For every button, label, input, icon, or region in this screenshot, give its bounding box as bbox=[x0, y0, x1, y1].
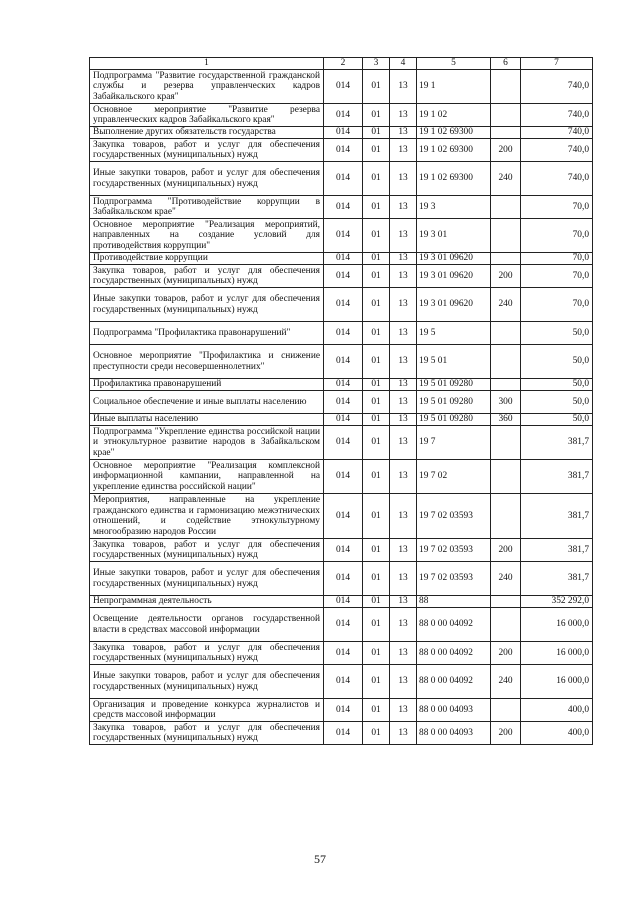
row-name-cell: Подпрограмма "Развитие государственной гражданской службы и резерва управленческих кадров Забайкальского края" bbox=[90, 70, 324, 104]
table-body bbox=[90, 70, 593, 745]
row-amount: 381,7 bbox=[521, 539, 593, 562]
row-expense-type: 200 bbox=[491, 722, 521, 745]
row-section-code: 01 bbox=[363, 722, 390, 745]
row-amount: 740,0 bbox=[521, 127, 593, 139]
row-amount: 16 000,0 bbox=[521, 665, 593, 699]
row-section-code: 01 bbox=[363, 219, 390, 253]
row-expense-type: 240 bbox=[491, 562, 521, 596]
row-target-article: 19 5 01 09280 bbox=[417, 379, 491, 391]
header-col-3: 3 bbox=[363, 58, 390, 70]
row-expense-type bbox=[491, 104, 521, 127]
row-amount: 70,0 bbox=[521, 219, 593, 253]
row-expense-type bbox=[491, 494, 521, 539]
row-target-article: 19 3 bbox=[417, 196, 491, 219]
row-section-code: 01 bbox=[363, 596, 390, 608]
row-amount: 400,0 bbox=[521, 699, 593, 722]
row-admin-code: 014 bbox=[324, 219, 363, 253]
table-row bbox=[90, 265, 593, 288]
row-subsection-code: 13 bbox=[390, 253, 417, 265]
row-name-cell: Закупка товаров, работ и услуг для обеспечения государственных (муниципальных) нужд bbox=[90, 642, 324, 665]
header-col-5: 5 bbox=[417, 58, 491, 70]
row-section-code: 01 bbox=[363, 265, 390, 288]
row-target-article: 19 3 01 09620 bbox=[417, 253, 491, 265]
row-expense-type: 300 bbox=[491, 391, 521, 414]
row-admin-code: 014 bbox=[324, 288, 363, 322]
table-row bbox=[90, 665, 593, 699]
row-admin-code: 014 bbox=[324, 345, 363, 379]
row-target-article: 19 7 02 03593 bbox=[417, 539, 491, 562]
row-name-cell: Выполнение других обязательств государства bbox=[90, 127, 324, 139]
row-section-code: 01 bbox=[363, 139, 390, 162]
row-amount: 70,0 bbox=[521, 196, 593, 219]
header-row bbox=[90, 58, 593, 70]
row-target-article: 19 1 02 69300 bbox=[417, 139, 491, 162]
row-target-article: 19 1 02 69300 bbox=[417, 127, 491, 139]
table-row bbox=[90, 414, 593, 426]
row-name-cell: Непрограммная деятельность bbox=[90, 596, 324, 608]
row-subsection-code: 13 bbox=[390, 539, 417, 562]
row-target-article: 88 0 00 04092 bbox=[417, 608, 491, 642]
row-admin-code: 014 bbox=[324, 608, 363, 642]
table-row bbox=[90, 391, 593, 414]
table-row bbox=[90, 104, 593, 127]
row-admin-code: 014 bbox=[324, 414, 363, 426]
row-name-cell: Закупка товаров, работ и услуг для обеспечения государственных (муниципальных) нужд bbox=[90, 722, 324, 745]
row-expense-type bbox=[491, 322, 521, 345]
table-row bbox=[90, 139, 593, 162]
table-row bbox=[90, 562, 593, 596]
row-target-article: 19 7 02 bbox=[417, 460, 491, 494]
row-amount: 352 292,0 bbox=[521, 596, 593, 608]
header-col-2: 2 bbox=[324, 58, 363, 70]
table-row bbox=[90, 127, 593, 139]
row-admin-code: 014 bbox=[324, 139, 363, 162]
table-row bbox=[90, 722, 593, 745]
row-amount: 381,7 bbox=[521, 494, 593, 539]
table-row bbox=[90, 494, 593, 539]
row-section-code: 01 bbox=[363, 104, 390, 127]
row-expense-type: 200 bbox=[491, 539, 521, 562]
row-subsection-code: 13 bbox=[390, 196, 417, 219]
row-amount: 381,7 bbox=[521, 426, 593, 460]
row-target-article: 19 3 01 09620 bbox=[417, 288, 491, 322]
row-admin-code: 014 bbox=[324, 70, 363, 104]
row-amount: 70,0 bbox=[521, 288, 593, 322]
row-subsection-code: 13 bbox=[390, 127, 417, 139]
row-expense-type bbox=[491, 196, 521, 219]
row-subsection-code: 13 bbox=[390, 162, 417, 196]
row-admin-code: 014 bbox=[324, 127, 363, 139]
table-row bbox=[90, 699, 593, 722]
row-name-cell: Закупка товаров, работ и услуг для обеспечения государственных (муниципальных) нужд bbox=[90, 265, 324, 288]
row-amount: 16 000,0 bbox=[521, 608, 593, 642]
row-section-code: 01 bbox=[363, 196, 390, 219]
row-expense-type: 240 bbox=[491, 665, 521, 699]
row-target-article: 19 7 02 03593 bbox=[417, 494, 491, 539]
row-admin-code: 014 bbox=[324, 596, 363, 608]
header-col-1: 1 bbox=[90, 58, 324, 70]
row-admin-code: 014 bbox=[324, 665, 363, 699]
row-section-code: 01 bbox=[363, 391, 390, 414]
row-name-cell: Иные закупки товаров, работ и услуг для обеспечения государственных (муниципальных) нужд bbox=[90, 562, 324, 596]
header-col-7: 7 bbox=[521, 58, 593, 70]
row-subsection-code: 13 bbox=[390, 665, 417, 699]
row-expense-type bbox=[491, 699, 521, 722]
row-amount: 70,0 bbox=[521, 253, 593, 265]
row-target-article: 19 5 bbox=[417, 322, 491, 345]
table-row bbox=[90, 288, 593, 322]
row-subsection-code: 13 bbox=[390, 139, 417, 162]
table-row bbox=[90, 196, 593, 219]
row-name-cell: Противодействие коррупции bbox=[90, 253, 324, 265]
table-row bbox=[90, 608, 593, 642]
row-target-article: 19 3 01 bbox=[417, 219, 491, 253]
row-admin-code: 014 bbox=[324, 494, 363, 539]
row-section-code: 01 bbox=[363, 642, 390, 665]
row-subsection-code: 13 bbox=[390, 379, 417, 391]
row-name-cell: Подпрограмма "Противодействие коррупции в Забайкальском крае" bbox=[90, 196, 324, 219]
row-section-code: 01 bbox=[363, 162, 390, 196]
row-section-code: 01 bbox=[363, 460, 390, 494]
row-subsection-code: 13 bbox=[390, 596, 417, 608]
row-subsection-code: 13 bbox=[390, 414, 417, 426]
row-name-cell: Основное мероприятие "Реализация комплексной информационной кампании, направленной на укрепление единства российской нации" bbox=[90, 460, 324, 494]
row-expense-type bbox=[491, 219, 521, 253]
row-target-article: 88 bbox=[417, 596, 491, 608]
row-name-cell: Закупка товаров, работ и услуг для обеспечения государственных (муниципальных) нужд bbox=[90, 139, 324, 162]
table-row bbox=[90, 162, 593, 196]
row-target-article: 88 0 00 04092 bbox=[417, 665, 491, 699]
row-admin-code: 014 bbox=[324, 699, 363, 722]
row-amount: 740,0 bbox=[521, 139, 593, 162]
budget-table bbox=[89, 57, 593, 745]
row-admin-code: 014 bbox=[324, 253, 363, 265]
row-section-code: 01 bbox=[363, 665, 390, 699]
row-section-code: 01 bbox=[363, 414, 390, 426]
row-subsection-code: 13 bbox=[390, 265, 417, 288]
row-subsection-code: 13 bbox=[390, 70, 417, 104]
row-amount: 50,0 bbox=[521, 379, 593, 391]
row-section-code: 01 bbox=[363, 127, 390, 139]
row-section-code: 01 bbox=[363, 379, 390, 391]
row-expense-type bbox=[491, 596, 521, 608]
row-name-cell: Закупка товаров, работ и услуг для обеспечения государственных (муниципальных) нужд bbox=[90, 539, 324, 562]
row-admin-code: 014 bbox=[324, 642, 363, 665]
row-amount: 740,0 bbox=[521, 70, 593, 104]
row-target-article: 19 5 01 09280 bbox=[417, 391, 491, 414]
row-target-article: 88 0 00 04093 bbox=[417, 722, 491, 745]
row-expense-type: 200 bbox=[491, 642, 521, 665]
row-amount: 70,0 bbox=[521, 265, 593, 288]
row-name-cell: Иные закупки товаров, работ и услуг для обеспечения государственных (муниципальных) нужд bbox=[90, 665, 324, 699]
row-target-article: 19 5 01 09280 bbox=[417, 414, 491, 426]
row-subsection-code: 13 bbox=[390, 219, 417, 253]
row-subsection-code: 13 bbox=[390, 322, 417, 345]
row-amount: 381,7 bbox=[521, 562, 593, 596]
row-admin-code: 014 bbox=[324, 562, 363, 596]
row-admin-code: 014 bbox=[324, 391, 363, 414]
row-admin-code: 014 bbox=[324, 426, 363, 460]
row-expense-type: 240 bbox=[491, 288, 521, 322]
row-admin-code: 014 bbox=[324, 539, 363, 562]
row-section-code: 01 bbox=[363, 608, 390, 642]
row-admin-code: 014 bbox=[324, 379, 363, 391]
row-admin-code: 014 bbox=[324, 162, 363, 196]
row-subsection-code: 13 bbox=[390, 345, 417, 379]
row-section-code: 01 bbox=[363, 562, 390, 596]
row-expense-type bbox=[491, 379, 521, 391]
row-admin-code: 014 bbox=[324, 460, 363, 494]
row-amount: 381,7 bbox=[521, 460, 593, 494]
row-expense-type: 360 bbox=[491, 414, 521, 426]
row-section-code: 01 bbox=[363, 322, 390, 345]
row-amount: 50,0 bbox=[521, 391, 593, 414]
table-row bbox=[90, 70, 593, 104]
row-subsection-code: 13 bbox=[390, 288, 417, 322]
row-section-code: 01 bbox=[363, 426, 390, 460]
row-target-article: 19 3 01 09620 bbox=[417, 265, 491, 288]
row-expense-type bbox=[491, 460, 521, 494]
row-subsection-code: 13 bbox=[390, 699, 417, 722]
row-subsection-code: 13 bbox=[390, 608, 417, 642]
table-row bbox=[90, 322, 593, 345]
row-amount: 16 000,0 bbox=[521, 642, 593, 665]
row-name-cell: Подпрограмма "Укрепление единства российской нации и этнокультурное развитие народов в Забайкальском крае" bbox=[90, 426, 324, 460]
row-expense-type bbox=[491, 127, 521, 139]
row-name-cell: Основное мероприятие "Развитие резерва управленческих кадров Забайкальского края" bbox=[90, 104, 324, 127]
row-target-article: 88 0 00 04093 bbox=[417, 699, 491, 722]
row-name-cell: Иные закупки товаров, работ и услуг для обеспечения государственных (муниципальных) нужд bbox=[90, 162, 324, 196]
table-row bbox=[90, 219, 593, 253]
row-subsection-code: 13 bbox=[390, 460, 417, 494]
table-row bbox=[90, 596, 593, 608]
row-section-code: 01 bbox=[363, 70, 390, 104]
row-expense-type: 200 bbox=[491, 265, 521, 288]
row-expense-type bbox=[491, 426, 521, 460]
table-row bbox=[90, 539, 593, 562]
row-expense-type bbox=[491, 70, 521, 104]
row-name-cell: Иные выплаты населению bbox=[90, 414, 324, 426]
row-name-cell: Социальное обеспечение и иные выплаты населению bbox=[90, 391, 324, 414]
table-row bbox=[90, 345, 593, 379]
row-section-code: 01 bbox=[363, 699, 390, 722]
row-name-cell: Основное мероприятие "Реализация мероприятий, направленных на создание условий для противодействия коррупции" bbox=[90, 219, 324, 253]
row-name-cell: Мероприятия, направленные на укрепление гражданского единства и гармонизацию межэтнических отношений, и содействие этнокультурному многообразию народов России bbox=[90, 494, 324, 539]
row-target-article: 19 1 02 bbox=[417, 104, 491, 127]
table-row bbox=[90, 253, 593, 265]
table-row bbox=[90, 379, 593, 391]
row-subsection-code: 13 bbox=[390, 494, 417, 539]
row-target-article: 19 1 02 69300 bbox=[417, 162, 491, 196]
row-name-cell: Освещение деятельности органов государственной власти в средствах массовой информации bbox=[90, 608, 324, 642]
header-col-6: 6 bbox=[491, 58, 521, 70]
row-subsection-code: 13 bbox=[390, 642, 417, 665]
row-name-cell: Организация и проведение конкурса журналистов и средств массовой информации bbox=[90, 699, 324, 722]
table-row bbox=[90, 426, 593, 460]
row-admin-code: 014 bbox=[324, 196, 363, 219]
row-target-article: 19 7 02 03593 bbox=[417, 562, 491, 596]
row-subsection-code: 13 bbox=[390, 426, 417, 460]
table-row bbox=[90, 642, 593, 665]
row-admin-code: 014 bbox=[324, 265, 363, 288]
row-amount: 740,0 bbox=[521, 104, 593, 127]
row-admin-code: 014 bbox=[324, 322, 363, 345]
row-amount: 740,0 bbox=[521, 162, 593, 196]
row-admin-code: 014 bbox=[324, 104, 363, 127]
row-subsection-code: 13 bbox=[390, 722, 417, 745]
table-row bbox=[90, 460, 593, 494]
row-amount: 400,0 bbox=[521, 722, 593, 745]
row-expense-type bbox=[491, 608, 521, 642]
row-expense-type bbox=[491, 253, 521, 265]
row-section-code: 01 bbox=[363, 345, 390, 379]
row-target-article: 19 1 bbox=[417, 70, 491, 104]
row-name-cell: Иные закупки товаров, работ и услуг для обеспечения государственных (муниципальных) нужд bbox=[90, 288, 324, 322]
row-admin-code: 014 bbox=[324, 722, 363, 745]
row-expense-type: 240 bbox=[491, 162, 521, 196]
row-amount: 50,0 bbox=[521, 345, 593, 379]
row-amount: 50,0 bbox=[521, 322, 593, 345]
row-subsection-code: 13 bbox=[390, 104, 417, 127]
row-section-code: 01 bbox=[363, 494, 390, 539]
row-name-cell: Подпрограмма "Профилактика правонарушений" bbox=[90, 322, 324, 345]
row-expense-type: 200 bbox=[491, 139, 521, 162]
row-target-article: 88 0 00 04092 bbox=[417, 642, 491, 665]
row-subsection-code: 13 bbox=[390, 391, 417, 414]
row-section-code: 01 bbox=[363, 539, 390, 562]
header-col-4: 4 bbox=[390, 58, 417, 70]
row-section-code: 01 bbox=[363, 288, 390, 322]
row-expense-type bbox=[491, 345, 521, 379]
row-name-cell: Основное мероприятие "Профилактика и снижение преступности среди несовершеннолетних" bbox=[90, 345, 324, 379]
page-number: 57 bbox=[314, 852, 326, 866]
row-name-cell: Профилактика правонарушений bbox=[90, 379, 324, 391]
row-section-code: 01 bbox=[363, 253, 390, 265]
row-subsection-code: 13 bbox=[390, 562, 417, 596]
row-amount: 50,0 bbox=[521, 414, 593, 426]
row-target-article: 19 5 01 bbox=[417, 345, 491, 379]
row-target-article: 19 7 bbox=[417, 426, 491, 460]
